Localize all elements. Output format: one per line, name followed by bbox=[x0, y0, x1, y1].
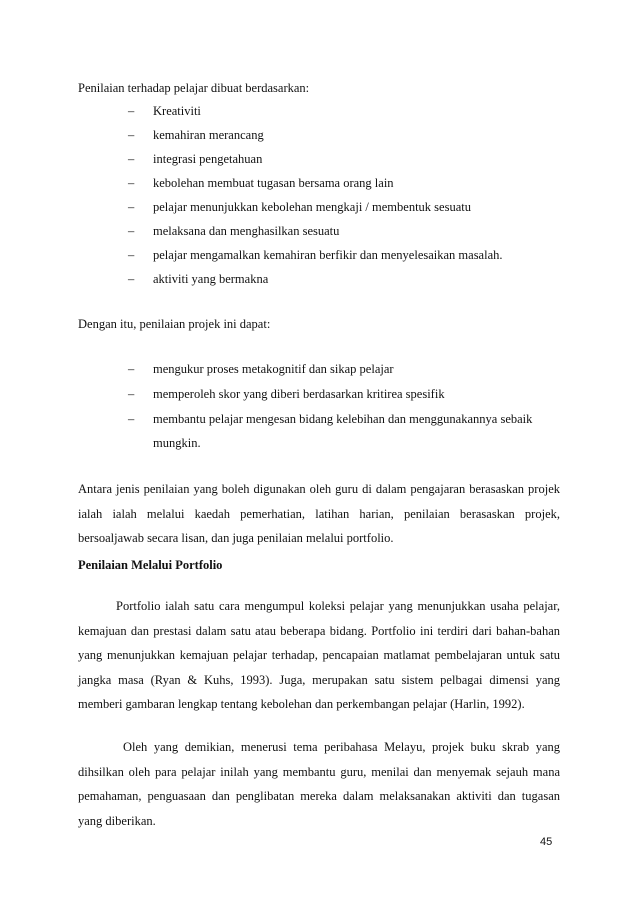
list-item bbox=[128, 361, 394, 377]
list-item-text: memperoleh skor yang diberi berdasarkan kritirea spesifik bbox=[153, 387, 445, 401]
dash-marker: – bbox=[128, 200, 135, 214]
list-item-text: pelajar menunjukkan kebolehan mengkaji / membentuk sesuatu bbox=[153, 200, 471, 214]
list-item bbox=[128, 223, 339, 239]
list-item-text: pelajar mengamalkan kemahiran berfikir dan menyelesaikan masalah. bbox=[153, 248, 503, 262]
list-item bbox=[128, 151, 262, 167]
list-item bbox=[128, 103, 201, 119]
dash-marker: – bbox=[128, 152, 135, 166]
list-item-text: aktiviti yang bermakna bbox=[153, 272, 269, 286]
dash-marker: – bbox=[128, 412, 135, 426]
dash-marker: – bbox=[128, 248, 135, 262]
list-item-text: Kreativiti bbox=[153, 104, 201, 118]
list-item-text: melaksana dan menghasilkan sesuatu bbox=[153, 224, 340, 238]
intro-project: Dengan itu, penilaian projek ini dapat: bbox=[78, 317, 271, 331]
section-heading: Penilaian Melalui Portfolio bbox=[78, 558, 223, 572]
list-item-text: kemahiran merancang bbox=[153, 128, 264, 142]
list-item bbox=[128, 127, 264, 143]
paragraph-assessment-types: Antara jenis penilaian yang boleh digunakan oleh guru di dalam pengajaran berasaskan projek ialah ialah melalui kaedah pemerhatian, latihan harian, penilaian berasaskan projek, bersoaljawab secara lisan, dan juga penilaian melalui portfolio. bbox=[78, 482, 560, 545]
list-item bbox=[128, 271, 268, 287]
list-item-text: kebolehan membuat tugasan bersama orang lain bbox=[153, 176, 394, 190]
dash-marker: – bbox=[128, 272, 135, 286]
list-item-text: integrasi pengetahuan bbox=[153, 152, 263, 166]
list-item-continuation: mungkin. bbox=[153, 436, 201, 450]
list-item bbox=[128, 411, 532, 427]
list-item bbox=[128, 247, 503, 263]
dash-marker: – bbox=[128, 387, 135, 401]
dash-marker: – bbox=[128, 128, 135, 142]
dash-marker: – bbox=[128, 362, 135, 376]
paragraph-conclusion: Oleh yang demikian, menerusi tema peribahasa Melayu, projek buku skrab yang dihsilkan oleh para pelajar inilah yang membantu guru, menilai dan menyemak sejauh mana pemahaman, penguasaan dan penglibatan mereka dalam melaksanakan aktiviti dan tugasan yang diberikan. bbox=[78, 740, 560, 828]
list-item bbox=[128, 175, 394, 191]
list-item-text: mengukur proses metakognitif dan sikap pelajar bbox=[153, 362, 394, 376]
dash-marker: – bbox=[128, 104, 135, 118]
list-item-text: membantu pelajar mengesan bidang kelebihan dan menggunakannya sebaik bbox=[153, 412, 533, 426]
dash-marker: – bbox=[128, 224, 135, 238]
dash-marker: – bbox=[128, 176, 135, 190]
list-item bbox=[128, 199, 471, 215]
page-number: 45 bbox=[540, 836, 553, 848]
list-item bbox=[128, 386, 445, 402]
intro-assessment: Penilaian terhadap pelajar dibuat berdasarkan: bbox=[78, 81, 310, 95]
paragraph-portfolio: Portfolio ialah satu cara mengumpul koleksi pelajar yang menunjukkan usaha pelajar, kemajuan dan prestasi dalam satu atau beberapa bidang. Portfolio ini terdiri dari bahan-bahan yang menunjukkan kemajuan pelajar terhadap, pencapaian matlamat pembelajaran untuk satu jangka masa (Ryan & Kuhs, 1993). Juga, merupakan satu sistem pelbagai dimensi yang memberi gambaran lengkap tentang kebolehan dan perkembangan pelajar (Harlin, 1992). bbox=[78, 599, 560, 711]
